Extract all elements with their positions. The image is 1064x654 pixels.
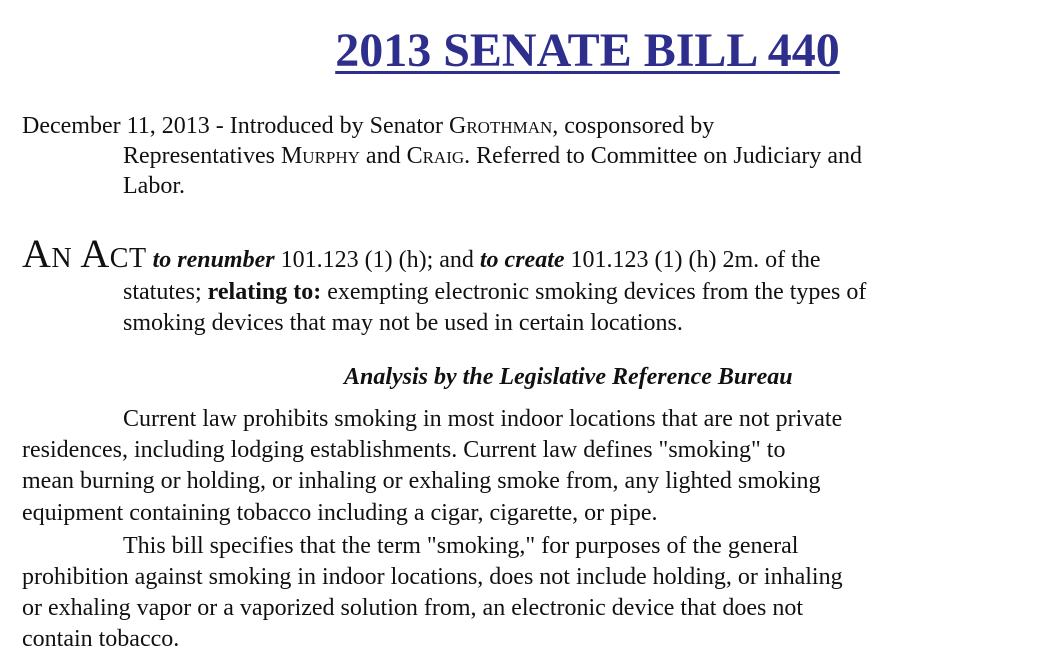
and-text: and [359,143,407,169]
an-act-heading: An Act [22,231,147,276]
relating-to: relating to: [207,279,322,305]
intro-line-1 [22,111,714,141]
analysis-heading: Analysis by the Legislative Reference Bureau [344,364,793,390]
paragraph-line: residences, including lodging establishments. Current law defines "smoking" to [22,437,786,463]
create-section: 101.123 (1) (h) 2m. of the [564,247,821,273]
representative-name: Murphy [280,143,360,169]
paragraph-line: mean burning or holding, or inhaling or exhaling smoke from, any lighted smoking [22,468,821,494]
paragraph-line: or exhaling vapor or a vaporized solution from, an electronic device that does not [22,595,804,621]
to-create: to create [479,247,565,273]
cosponsor-text: , cosponsored by [552,113,715,139]
senator-name: Grothman [448,113,553,139]
paragraph-line: prohibition against smoking in indoor locations, does not include holding, or inhaling [22,564,843,590]
paragraph-line: equipment containing tobacco including a cigar, cigarette, or pipe. [22,500,658,526]
act-line-3 [123,308,683,338]
paragraph-line: contain tobacco. [22,626,180,652]
intro-date-prefix: December 11, 2013 - Introduced by Senator [22,113,449,139]
to-renumber: to renumber [152,247,275,273]
relating-text-1: exempting electronic smoking devices from the types of [321,279,867,305]
act-line-1 [22,231,821,280]
bill-title: 2013 SENATE BILL 440 [335,24,840,77]
act-line-2 [123,277,866,307]
paragraph-line: Current law prohibits smoking in most indoor locations that are not private [123,406,843,432]
paragraph-line: This bill specifies that the term "smoking," for purposes of the general [123,533,799,559]
intro-line-3 [123,171,185,201]
relating-text-2: smoking devices that may not be used in certain locations. [123,310,683,336]
representative-name: Craig [406,143,465,169]
renumber-section: 101.123 (1) (h); and [274,247,480,273]
referred-text: . Referred to Committee on Judiciary and [464,143,863,169]
committee-end: Labor. [123,173,185,199]
representatives-prefix: Representatives [123,143,281,169]
intro-line-2 [123,141,862,171]
statutes-text: statutes; [123,279,208,305]
